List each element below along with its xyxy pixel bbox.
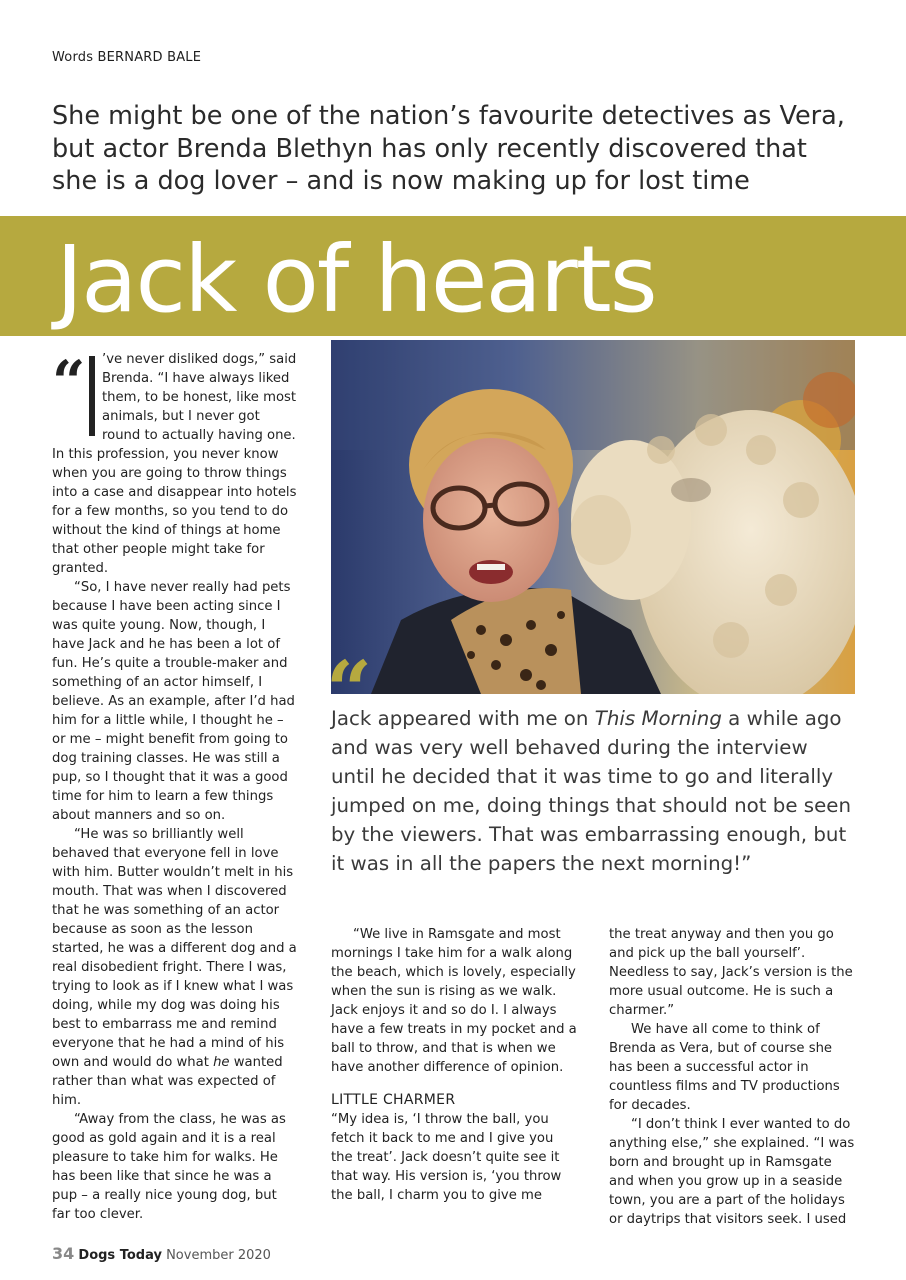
paragraph: “So, I have never really had pets because I have been acting since I was quite young. Now, though, I have Jack and he has been a lot of fun. He’s quite a trouble-maker and something of an actor himself, I believe. As an example, after I’d had him for a little while, I thought he – or me – might benefit from going to dog training classes. He was still a pup, so I thought that it was a good time for him to learn a few things about manners and so on. xyxy=(52,580,295,823)
paragraph: “My idea is, ‘I throw the ball, you fetch it back to me and I give you the treat’. Jack doesn’t quite see it that way. His version is, ‘you throw the ball, I charm you to give me xyxy=(331,1112,562,1203)
page-footer xyxy=(52,1244,271,1263)
paragraph: “We live in Ramsgate and most mornings I take him for a walk along the beach, which is lovely, especially when the sun is rising as we walk. Jack enjoys it and so do I. I always have a few treats in my pocket and a ball to throw, and that is when we have another difference of opinion. xyxy=(331,927,577,1075)
photo-illustration xyxy=(331,340,855,694)
subheading: LITTLE CHARMER xyxy=(331,1092,456,1108)
headline-band xyxy=(0,216,906,336)
paragraph-lead: ’ve never disliked dogs,” said Brenda. “I have always liked them, to be honest, like most animals, but I never got round to actually having one. xyxy=(102,352,297,443)
opening-paragraph xyxy=(52,350,298,578)
article-column-3 xyxy=(609,925,859,1229)
paragraph xyxy=(52,825,298,1110)
headline: Jack of hearts xyxy=(56,226,656,333)
paragraph: We have all come to think of Brenda as Vera, but of course she has been a successful actor in countless films and TV productions for decades. xyxy=(609,1022,840,1113)
page-number: 34 xyxy=(52,1244,75,1263)
paragraph: “I don’t think I ever wanted to do anything else,” she explained. “I was born and brought up in Ramsgate and when you grow up in a seaside town, you are a part of the holidays or daytrips that visitors seek. I used xyxy=(609,1117,855,1227)
paragraph-emphasis: he xyxy=(213,1055,230,1070)
paragraph: the treat anyway and then you go and pick up the ball yourself’. Needless to say, Jack’s version is the more usual outcome. He is such a charmer.” xyxy=(609,927,853,1018)
article-column-1 xyxy=(52,350,298,1224)
opening-quote-mark: “ xyxy=(52,348,86,416)
paragraph-text: “He was so brilliantly well behaved that everyone fell in love with him. Butter wouldn’t melt in his mouth. That was when I discovered that he was something of an actor because as soon as the lesson started, he was a different dog and a real disobedient fright. There I was, trying to look as if I knew what I was doing, while my dog was doing his best to embarrass me and remind everyone that he had a mind of his own and would do what xyxy=(52,827,297,1070)
photo-brenda-and-jack xyxy=(331,340,855,694)
pull-quote-emphasis: This Morning xyxy=(594,707,722,730)
pull-quote-text: Jack appeared with me on xyxy=(331,707,589,730)
pull-quote xyxy=(331,704,851,878)
pull-quote-marks: “ xyxy=(326,643,373,737)
issue-date: November 2020 xyxy=(166,1248,271,1263)
paragraph-text: wanted rather than what was expected of him. xyxy=(52,1055,283,1108)
magazine-name: Dogs Today xyxy=(78,1248,162,1263)
dropcap-letter-i xyxy=(89,356,95,436)
paragraph: “Away from the class, he was as good as gold again and it is a real pleasure to take him for walks. He has been like that since he was a pup – a really nice young dog, but far too clever. xyxy=(52,1112,286,1222)
standfirst: She might be one of the nation’s favourite detectives as Vera, but actor Brenda Blethyn has only recently discovered that she is a dog lover – and is now making up for lost time xyxy=(52,101,845,196)
byline: Words BERNARD BALE xyxy=(52,50,202,65)
paragraph: In this profession, you never know when you are going to throw things into a case and disappear into hotels for a few months, so you tend to do without the kind of things at home that other people might take for granted. xyxy=(52,447,297,576)
article-column-2 xyxy=(331,925,577,1205)
pull-quote-text: a while ago and was very well behaved during the interview until he decided that it was time to go and literally jumped on me, doing things that should not be seen by the viewers. That was embarrassing enough, but it was in all the papers the next morning!” xyxy=(331,707,851,875)
